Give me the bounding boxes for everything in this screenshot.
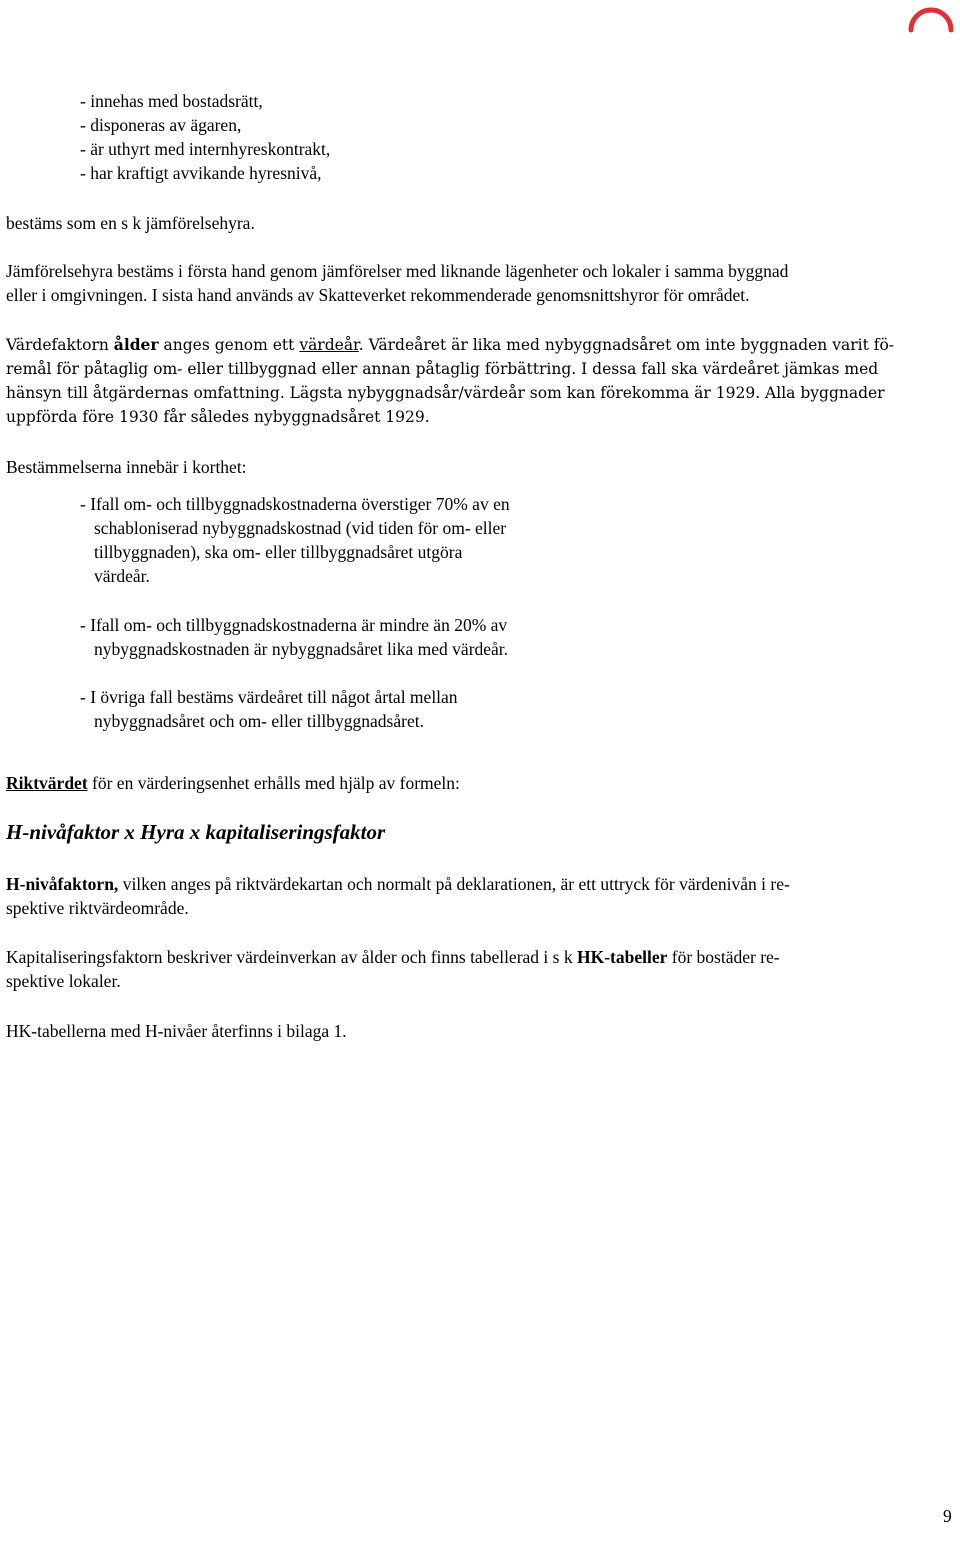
rule-line: tillbyggnaden), ska om- eller tillbyggnadsåret utgöra — [94, 542, 463, 562]
text-line — [6, 333, 946, 357]
rule-line: nybyggnadskostnaden är nybyggnadsåret lika med värdeår. — [94, 639, 509, 659]
vardefaktor-paragraph — [6, 333, 946, 429]
list-item: - disponeras av ägaren, — [80, 115, 242, 135]
page-number: 9 — [943, 1506, 952, 1526]
rule-item — [80, 685, 640, 733]
rule-line: - Ifall om- och tillbyggnadskostnaderna överstiger 70% av en — [80, 494, 510, 514]
text-span: Värdefaktorn — [6, 336, 114, 354]
text-span: vilken anges på riktvärdekartan och normalt på deklarationen, är ett uttryck för värdenivån i re- — [118, 874, 790, 894]
riktvarde-paragraph — [6, 771, 946, 795]
rule-line: schabloniserad nybyggnadskostnad (vid tiden för om- eller — [94, 518, 507, 538]
list-item: - har kraftigt avvikande hyresnivå, — [80, 163, 322, 183]
bold-term: H-nivåfaktorn, — [6, 874, 119, 894]
text-line: spektive lokaler. — [6, 971, 121, 991]
text-line: uppförda före 1930 får således nybyggnadsåret 1929. — [6, 408, 430, 426]
text-line: hänsyn till åtgärdernas omfattning. Lägsta nybyggnadsår/värdeår som kan förekomma är 1929. Alla byggnader — [6, 384, 885, 402]
hniva-paragraph — [6, 872, 946, 920]
bold-term: HK-tabeller — [576, 947, 668, 967]
text-line — [6, 872, 946, 896]
bestammelserna-heading: Bestämmelserna innebär i korthet: — [6, 457, 247, 477]
rule-line: - I övriga fall bestäms värdeåret till något årtal mellan — [80, 687, 458, 707]
jamforelsehyra-paragraph — [6, 259, 946, 307]
rule-line: - Ifall om- och tillbyggnadskostnaderna är mindre än 20% av — [80, 615, 508, 635]
text-line: eller i omgivningen. I sista hand används av Skatteverket rekommenderade genomsnittshyror för området. — [6, 285, 750, 305]
rule-line: nybyggnadsåret och om- eller tillbyggnadsåret. — [94, 711, 424, 731]
text-line: spektive riktvärdeområde. — [6, 898, 189, 918]
text-span: för bostäder re- — [667, 947, 780, 967]
text-span: för en värderingsenhet erhålls med hjälp av formeln: — [87, 773, 460, 793]
corner-logo-icon — [905, 2, 957, 54]
underlined-term: värdeår — [299, 336, 359, 354]
text-line: Jämförelsehyra bestäms i första hand genom jämförelser med liknande lägenheter och lokaler i samma byggnad — [6, 261, 789, 281]
hk-tabeller-paragraph: HK-tabellerna med H-nivåer återfinns i bilaga 1. — [6, 1021, 347, 1041]
formula: H-nivåfaktor x Hyra x kapitaliseringsfaktor — [6, 820, 386, 844]
rule-item — [80, 492, 640, 588]
top-list — [80, 89, 330, 185]
kapitalisering-paragraph — [6, 945, 946, 993]
text-span: anges genom ett — [158, 336, 300, 354]
text-span: Kapitaliseringsfaktorn beskriver värdeinverkan av ålder och finns tabellerad i s k — [6, 947, 577, 967]
bestams-paragraph: bestäms som en s k jämförelsehyra. — [6, 213, 255, 233]
text-line — [6, 945, 946, 969]
text-line: remål för påtaglig om- eller tillbyggnad eller annan påtaglig förbättring. I dessa fall ska värdeåret jämkas med — [6, 360, 879, 378]
rule-line: värdeår. — [94, 566, 150, 586]
bold-term: ålder — [113, 335, 159, 354]
list-item: - är uthyrt med internhyreskontrakt, — [80, 139, 331, 159]
rule-item — [80, 613, 640, 661]
riktvarde-term: Riktvärdet — [6, 773, 88, 793]
list-item: - innehas med bostadsrätt, — [80, 91, 263, 111]
text-span: . Värdeåret är lika med nybyggnadsåret om inte byggnaden varit fö- — [358, 336, 895, 354]
